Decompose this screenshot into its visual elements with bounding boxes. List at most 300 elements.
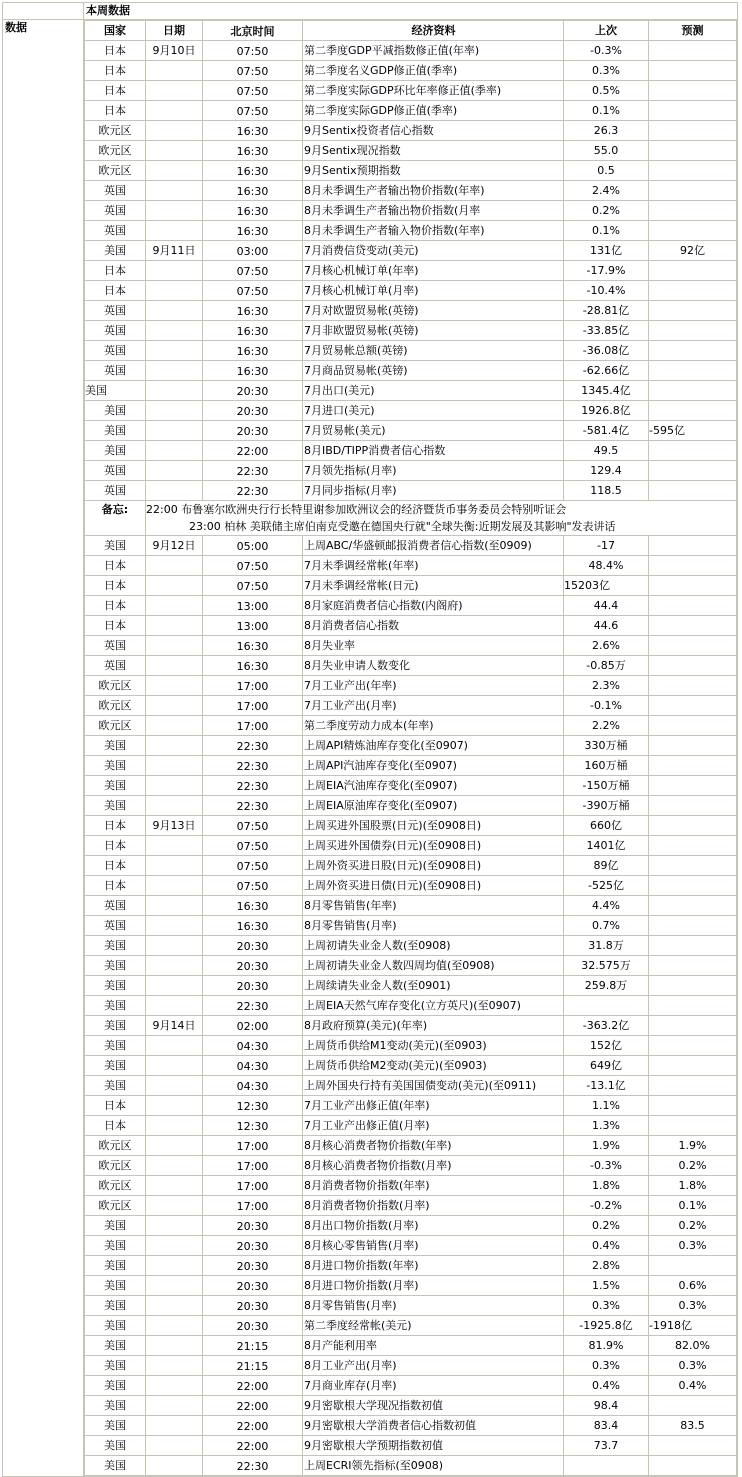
table-row bbox=[85, 736, 737, 756]
event-cell: 上周EIA汽油库存变化(至0907) bbox=[303, 776, 564, 796]
time-cell: 22:00 bbox=[203, 441, 303, 461]
table-row bbox=[85, 936, 737, 956]
table-row bbox=[85, 321, 737, 341]
time-cell: 13:00 bbox=[203, 596, 303, 616]
header-forecast: 预测 bbox=[649, 21, 737, 41]
previous-cell: 2.2% bbox=[564, 716, 649, 736]
event-cell: 上周买进外国股票(日元)(至0908日) bbox=[303, 816, 564, 836]
date-cell bbox=[146, 1356, 203, 1376]
table-row bbox=[85, 556, 737, 576]
side-label: 数据 bbox=[3, 20, 84, 1477]
country-cell: 美国 bbox=[85, 1256, 146, 1276]
previous-cell: 31.8万 bbox=[564, 936, 649, 956]
event-cell: 第二季度经常帐(美元) bbox=[303, 1316, 564, 1336]
date-cell bbox=[146, 656, 203, 676]
previous-cell: -0.3% bbox=[564, 1156, 649, 1176]
forecast-cell bbox=[649, 856, 737, 876]
previous-cell: -33.85亿 bbox=[564, 321, 649, 341]
forecast-cell bbox=[649, 636, 737, 656]
time-cell: 16:30 bbox=[203, 181, 303, 201]
table-row bbox=[85, 1076, 737, 1096]
forecast-cell bbox=[649, 101, 737, 121]
country-cell: 日本 bbox=[85, 836, 146, 856]
country-cell: 英国 bbox=[85, 916, 146, 936]
table-row bbox=[85, 1136, 737, 1156]
date-cell bbox=[146, 301, 203, 321]
table-row bbox=[85, 776, 737, 796]
country-cell: 美国 bbox=[85, 421, 146, 441]
country-cell: 日本 bbox=[85, 81, 146, 101]
event-cell: 上周续请失业金人数(至0901) bbox=[303, 976, 564, 996]
forecast-cell bbox=[649, 1056, 737, 1076]
event-cell: 第二季度实际GDP修正值(季率) bbox=[303, 101, 564, 121]
previous-cell: -390万桶 bbox=[564, 796, 649, 816]
time-cell: 07:50 bbox=[203, 261, 303, 281]
country-cell: 美国 bbox=[85, 536, 146, 556]
previous-cell: 26.3 bbox=[564, 121, 649, 141]
date-cell bbox=[146, 1076, 203, 1096]
previous-cell: 44.4 bbox=[564, 596, 649, 616]
calendar-container bbox=[84, 20, 738, 1477]
date-cell bbox=[146, 1056, 203, 1076]
forecast-cell bbox=[649, 1396, 737, 1416]
date-cell bbox=[146, 716, 203, 736]
date-cell bbox=[146, 481, 203, 501]
date-cell bbox=[146, 181, 203, 201]
date-cell bbox=[146, 896, 203, 916]
forecast-cell bbox=[649, 896, 737, 916]
time-cell: 17:00 bbox=[203, 1136, 303, 1156]
previous-cell: 32.575万 bbox=[564, 956, 649, 976]
previous-cell: 0.5 bbox=[564, 161, 649, 181]
time-cell: 20:30 bbox=[203, 936, 303, 956]
time-cell: 16:30 bbox=[203, 896, 303, 916]
forecast-cell bbox=[649, 1096, 737, 1116]
previous-cell: -13.1亿 bbox=[564, 1076, 649, 1096]
country-cell: 英国 bbox=[85, 481, 146, 501]
forecast-cell: 0.4% bbox=[649, 1376, 737, 1396]
date-cell: 9月11日 bbox=[146, 241, 203, 261]
previous-cell: 81.9% bbox=[564, 1336, 649, 1356]
time-cell: 16:30 bbox=[203, 361, 303, 381]
time-cell: 07:50 bbox=[203, 61, 303, 81]
forecast-cell bbox=[649, 696, 737, 716]
time-cell: 17:00 bbox=[203, 676, 303, 696]
event-cell: 8月未季调生产者输出物价指数(年率) bbox=[303, 181, 564, 201]
previous-cell: -363.2亿 bbox=[564, 1016, 649, 1036]
time-cell: 04:30 bbox=[203, 1056, 303, 1076]
country-cell: 欧元区 bbox=[85, 716, 146, 736]
date-cell bbox=[146, 161, 203, 181]
previous-cell: 0.7% bbox=[564, 916, 649, 936]
table-row bbox=[85, 481, 737, 501]
event-cell: 上周货币供给M1变动(美元)(至0903) bbox=[303, 1036, 564, 1056]
table-row bbox=[85, 796, 737, 816]
forecast-cell: -595亿 bbox=[649, 421, 737, 441]
event-cell: 8月进口物价指数(月率) bbox=[303, 1276, 564, 1296]
previous-cell: 0.4% bbox=[564, 1236, 649, 1256]
table-row bbox=[85, 656, 737, 676]
date-cell bbox=[146, 1456, 203, 1476]
previous-cell: -581.4亿 bbox=[564, 421, 649, 441]
time-cell: 13:00 bbox=[203, 616, 303, 636]
date-cell bbox=[146, 1336, 203, 1356]
previous-cell: 131亿 bbox=[564, 241, 649, 261]
event-cell: 上周外资买进日股(日元)(至0908日) bbox=[303, 856, 564, 876]
event-cell: 上周外国央行持有美国国债变动(美元)(至0911) bbox=[303, 1076, 564, 1096]
country-cell: 日本 bbox=[85, 41, 146, 61]
table-row bbox=[85, 1336, 737, 1356]
country-cell: 美国 bbox=[85, 776, 146, 796]
table-row bbox=[85, 1056, 737, 1076]
time-cell: 20:30 bbox=[203, 1256, 303, 1276]
event-cell: 上周EIA原油库存变化(至0907) bbox=[303, 796, 564, 816]
event-cell: 9月Sentix预期指数 bbox=[303, 161, 564, 181]
rows-before-memo bbox=[85, 41, 737, 501]
previous-cell: -0.1% bbox=[564, 696, 649, 716]
time-cell: 16:30 bbox=[203, 636, 303, 656]
weekly-data-frame bbox=[2, 2, 738, 1477]
country-cell: 美国 bbox=[85, 1076, 146, 1096]
event-cell: 8月消费者信心指数 bbox=[303, 616, 564, 636]
date-cell bbox=[146, 261, 203, 281]
table-row bbox=[85, 81, 737, 101]
previous-cell: 2.3% bbox=[564, 676, 649, 696]
country-cell: 美国 bbox=[85, 1396, 146, 1416]
date-cell bbox=[146, 1296, 203, 1316]
event-cell: 7月未季调经常帐(年率) bbox=[303, 556, 564, 576]
table-row bbox=[85, 1396, 737, 1416]
time-cell: 17:00 bbox=[203, 1176, 303, 1196]
event-cell: 7月领先指标(月率) bbox=[303, 461, 564, 481]
previous-cell: 0.3% bbox=[564, 1356, 649, 1376]
event-cell: 7月核心机械订单(月率) bbox=[303, 281, 564, 301]
table-row bbox=[85, 896, 737, 916]
table-row bbox=[85, 876, 737, 896]
time-cell: 16:30 bbox=[203, 221, 303, 241]
country-cell: 日本 bbox=[85, 1096, 146, 1116]
forecast-cell bbox=[649, 936, 737, 956]
header-event: 经济资料 bbox=[303, 21, 564, 41]
forecast-cell bbox=[649, 596, 737, 616]
time-cell: 20:30 bbox=[203, 956, 303, 976]
time-cell: 02:00 bbox=[203, 1016, 303, 1036]
table-row bbox=[85, 596, 737, 616]
forecast-cell bbox=[649, 121, 737, 141]
country-cell: 日本 bbox=[85, 856, 146, 876]
forecast-cell bbox=[649, 161, 737, 181]
time-cell: 20:30 bbox=[203, 1276, 303, 1296]
date-cell bbox=[146, 916, 203, 936]
previous-cell: 55.0 bbox=[564, 141, 649, 161]
event-cell: 8月进口物价指数(年率) bbox=[303, 1256, 564, 1276]
forecast-cell bbox=[649, 321, 737, 341]
country-cell: 美国 bbox=[85, 956, 146, 976]
forecast-cell: 83.5 bbox=[649, 1416, 737, 1436]
table-row bbox=[85, 1196, 737, 1216]
country-cell: 英国 bbox=[85, 656, 146, 676]
date-cell bbox=[146, 1276, 203, 1296]
country-cell: 美国 bbox=[85, 936, 146, 956]
event-cell: 8月零售销售(月率) bbox=[303, 916, 564, 936]
table-row bbox=[85, 221, 737, 241]
forecast-cell: -1918亿 bbox=[649, 1316, 737, 1336]
event-cell: 8月零售销售(年率) bbox=[303, 896, 564, 916]
table-row bbox=[85, 956, 737, 976]
forecast-cell bbox=[649, 836, 737, 856]
previous-cell: 1345.4亿 bbox=[564, 381, 649, 401]
forecast-cell bbox=[649, 181, 737, 201]
date-cell bbox=[146, 696, 203, 716]
event-cell: 上周API精炼油库存变化(至0907) bbox=[303, 736, 564, 756]
country-cell: 欧元区 bbox=[85, 1136, 146, 1156]
memo-label: 备忘: bbox=[85, 501, 146, 536]
table-row bbox=[85, 1316, 737, 1336]
forecast-cell bbox=[649, 381, 737, 401]
event-cell: 8月消费者物价指数(月率) bbox=[303, 1196, 564, 1216]
forecast-cell bbox=[649, 441, 737, 461]
previous-cell: 0.3% bbox=[564, 1296, 649, 1316]
time-cell: 20:30 bbox=[203, 401, 303, 421]
country-cell: 英国 bbox=[85, 896, 146, 916]
date-cell bbox=[146, 796, 203, 816]
date-cell bbox=[146, 756, 203, 776]
previous-cell: 73.7 bbox=[564, 1436, 649, 1456]
event-cell: 7月出口(美元) bbox=[303, 381, 564, 401]
previous-cell: 2.4% bbox=[564, 181, 649, 201]
event-cell: 8月产能利用率 bbox=[303, 1336, 564, 1356]
event-cell: 7月同步指标(月率) bbox=[303, 481, 564, 501]
previous-cell: 1.9% bbox=[564, 1136, 649, 1156]
date-cell bbox=[146, 1416, 203, 1436]
previous-cell: 118.5 bbox=[564, 481, 649, 501]
event-cell: 7月贸易帐(美元) bbox=[303, 421, 564, 441]
event-cell: 7月进口(美元) bbox=[303, 401, 564, 421]
table-row bbox=[85, 536, 737, 556]
event-cell: 7月核心机械订单(年率) bbox=[303, 261, 564, 281]
event-cell: 上周初请失业金人数(至0908) bbox=[303, 936, 564, 956]
forecast-cell: 0.2% bbox=[649, 1156, 737, 1176]
date-cell bbox=[146, 1376, 203, 1396]
previous-cell: 1926.8亿 bbox=[564, 401, 649, 421]
time-cell: 22:30 bbox=[203, 461, 303, 481]
date-cell bbox=[146, 221, 203, 241]
forecast-cell bbox=[649, 401, 737, 421]
previous-cell: 0.4% bbox=[564, 1376, 649, 1396]
forecast-cell: 0.6% bbox=[649, 1276, 737, 1296]
time-cell: 20:30 bbox=[203, 421, 303, 441]
time-cell: 07:50 bbox=[203, 101, 303, 121]
country-cell: 日本 bbox=[85, 576, 146, 596]
forecast-cell bbox=[649, 916, 737, 936]
forecast-cell bbox=[649, 716, 737, 736]
forecast-cell bbox=[649, 221, 737, 241]
header-date: 日期 bbox=[146, 21, 203, 41]
time-cell: 12:30 bbox=[203, 1116, 303, 1136]
previous-cell: 129.4 bbox=[564, 461, 649, 481]
time-cell: 20:30 bbox=[203, 1216, 303, 1236]
event-cell: 上周货币供给M2变动(美元)(至0903) bbox=[303, 1056, 564, 1076]
previous-cell: 1.3% bbox=[564, 1116, 649, 1136]
forecast-cell bbox=[649, 141, 737, 161]
date-cell bbox=[146, 1036, 203, 1056]
country-cell: 美国 bbox=[85, 1216, 146, 1236]
time-cell: 16:30 bbox=[203, 301, 303, 321]
time-cell: 22:30 bbox=[203, 736, 303, 756]
event-cell: 第二季度GDP平减指数修正值(年率) bbox=[303, 41, 564, 61]
event-cell: 9月Sentix投资者信心指数 bbox=[303, 121, 564, 141]
time-cell: 22:30 bbox=[203, 776, 303, 796]
event-cell: 8月核心零售销售(月率) bbox=[303, 1236, 564, 1256]
table-row bbox=[85, 441, 737, 461]
date-cell bbox=[146, 1436, 203, 1456]
forecast-cell bbox=[649, 341, 737, 361]
date-cell bbox=[146, 361, 203, 381]
country-cell: 美国 bbox=[85, 996, 146, 1016]
memo-row bbox=[85, 501, 737, 536]
previous-cell: 330万桶 bbox=[564, 736, 649, 756]
event-cell: 8月零售销售(月率) bbox=[303, 1296, 564, 1316]
table-row bbox=[85, 1416, 737, 1436]
previous-cell: -0.2% bbox=[564, 1196, 649, 1216]
table-row bbox=[85, 41, 737, 61]
event-cell: 9月Sentix现况指数 bbox=[303, 141, 564, 161]
table-row bbox=[85, 1356, 737, 1376]
table-row bbox=[85, 1016, 737, 1036]
forecast-cell bbox=[649, 1036, 737, 1056]
country-cell: 美国 bbox=[85, 1316, 146, 1336]
previous-cell: 0.3% bbox=[564, 61, 649, 81]
table-row bbox=[85, 341, 737, 361]
event-cell: 上周外资买进日债(日元)(至0908日) bbox=[303, 876, 564, 896]
table-row bbox=[85, 461, 737, 481]
memo-line: 23:00 柏林 美联储主席伯南克受邀在德国央行就"全球失衡:近期发展及其影响"发表讲话 bbox=[189, 520, 616, 533]
table-row bbox=[85, 676, 737, 696]
forecast-cell: 0.2% bbox=[649, 1216, 737, 1236]
date-cell bbox=[146, 736, 203, 756]
forecast-cell bbox=[649, 481, 737, 501]
forecast-cell bbox=[649, 61, 737, 81]
forecast-cell: 0.3% bbox=[649, 1356, 737, 1376]
previous-cell: 0.1% bbox=[564, 221, 649, 241]
time-cell: 16:30 bbox=[203, 916, 303, 936]
forecast-cell bbox=[649, 676, 737, 696]
time-cell: 12:30 bbox=[203, 1096, 303, 1116]
date-cell bbox=[146, 956, 203, 976]
forecast-cell: 82.0% bbox=[649, 1336, 737, 1356]
country-cell: 美国 bbox=[85, 1416, 146, 1436]
table-row bbox=[85, 301, 737, 321]
forecast-cell bbox=[649, 41, 737, 61]
forecast-cell bbox=[649, 996, 737, 1016]
date-cell bbox=[146, 616, 203, 636]
table-row bbox=[85, 996, 737, 1016]
event-cell: 8月未季调生产者输出物价指数(月率 bbox=[303, 201, 564, 221]
event-cell: 8月失业申请人数变化 bbox=[303, 656, 564, 676]
previous-cell: 259.8万 bbox=[564, 976, 649, 996]
event-cell: 7月商业库存(月率) bbox=[303, 1376, 564, 1396]
date-cell: 9月14日 bbox=[146, 1016, 203, 1036]
date-cell bbox=[146, 856, 203, 876]
country-cell: 欧元区 bbox=[85, 676, 146, 696]
time-cell: 07:50 bbox=[203, 281, 303, 301]
forecast-cell bbox=[649, 756, 737, 776]
previous-cell: 98.4 bbox=[564, 1396, 649, 1416]
previous-cell: -0.85万 bbox=[564, 656, 649, 676]
country-cell: 美国 bbox=[85, 736, 146, 756]
forecast-cell bbox=[649, 956, 737, 976]
date-cell bbox=[146, 556, 203, 576]
table-row bbox=[85, 616, 737, 636]
time-cell: 22:00 bbox=[203, 1396, 303, 1416]
time-cell: 20:30 bbox=[203, 1236, 303, 1256]
country-cell: 美国 bbox=[85, 401, 146, 421]
time-cell: 05:00 bbox=[203, 536, 303, 556]
time-cell: 07:50 bbox=[203, 836, 303, 856]
date-cell bbox=[146, 776, 203, 796]
event-cell: 8月IBD/TIPP消费者信心指数 bbox=[303, 441, 564, 461]
country-cell: 美国 bbox=[85, 1296, 146, 1316]
time-cell: 16:30 bbox=[203, 341, 303, 361]
previous-cell: 49.5 bbox=[564, 441, 649, 461]
table-row bbox=[85, 916, 737, 936]
time-cell: 16:30 bbox=[203, 141, 303, 161]
event-cell: 第二季度名义GDP修正值(季率) bbox=[303, 61, 564, 81]
country-cell: 美国 bbox=[85, 241, 146, 261]
time-cell: 16:30 bbox=[203, 656, 303, 676]
time-cell: 20:30 bbox=[203, 1316, 303, 1336]
event-cell: 8月家庭消费者信心指数(内阁府) bbox=[303, 596, 564, 616]
table-row bbox=[85, 856, 737, 876]
country-cell: 美国 bbox=[85, 1016, 146, 1036]
previous-cell: 152亿 bbox=[564, 1036, 649, 1056]
event-cell: 上周买进外国债券(日元)(至0908日) bbox=[303, 836, 564, 856]
country-cell: 日本 bbox=[85, 101, 146, 121]
previous-cell: 2.6% bbox=[564, 636, 649, 656]
forecast-cell bbox=[649, 876, 737, 896]
event-cell: 8月消费者物价指数(年率) bbox=[303, 1176, 564, 1196]
country-cell: 欧元区 bbox=[85, 1196, 146, 1216]
time-cell: 07:50 bbox=[203, 556, 303, 576]
event-cell: 第二季度劳动力成本(年率) bbox=[303, 716, 564, 736]
table-row bbox=[85, 1156, 737, 1176]
time-cell: 04:30 bbox=[203, 1036, 303, 1056]
country-cell: 美国 bbox=[85, 1276, 146, 1296]
previous-cell: 0.2% bbox=[564, 201, 649, 221]
country-cell: 美国 bbox=[85, 1036, 146, 1056]
date-cell bbox=[146, 421, 203, 441]
forecast-cell bbox=[649, 1256, 737, 1276]
table-row bbox=[85, 161, 737, 181]
country-cell: 美国 bbox=[85, 1236, 146, 1256]
date-cell bbox=[146, 936, 203, 956]
date-cell bbox=[146, 461, 203, 481]
date-cell bbox=[146, 201, 203, 221]
event-cell: 8月核心消费者物价指数(月率) bbox=[303, 1156, 564, 1176]
previous-cell: -62.66亿 bbox=[564, 361, 649, 381]
table-row bbox=[85, 1256, 737, 1276]
country-cell: 英国 bbox=[85, 636, 146, 656]
event-cell: 上周API汽油库存变化(至0907) bbox=[303, 756, 564, 776]
previous-cell: -150万桶 bbox=[564, 776, 649, 796]
date-cell bbox=[146, 401, 203, 421]
forecast-cell bbox=[649, 616, 737, 636]
event-cell: 7月工业产出(年率) bbox=[303, 676, 564, 696]
date-cell bbox=[146, 281, 203, 301]
table-row bbox=[85, 1456, 737, 1476]
time-cell: 22:00 bbox=[203, 1416, 303, 1436]
previous-cell: 44.6 bbox=[564, 616, 649, 636]
